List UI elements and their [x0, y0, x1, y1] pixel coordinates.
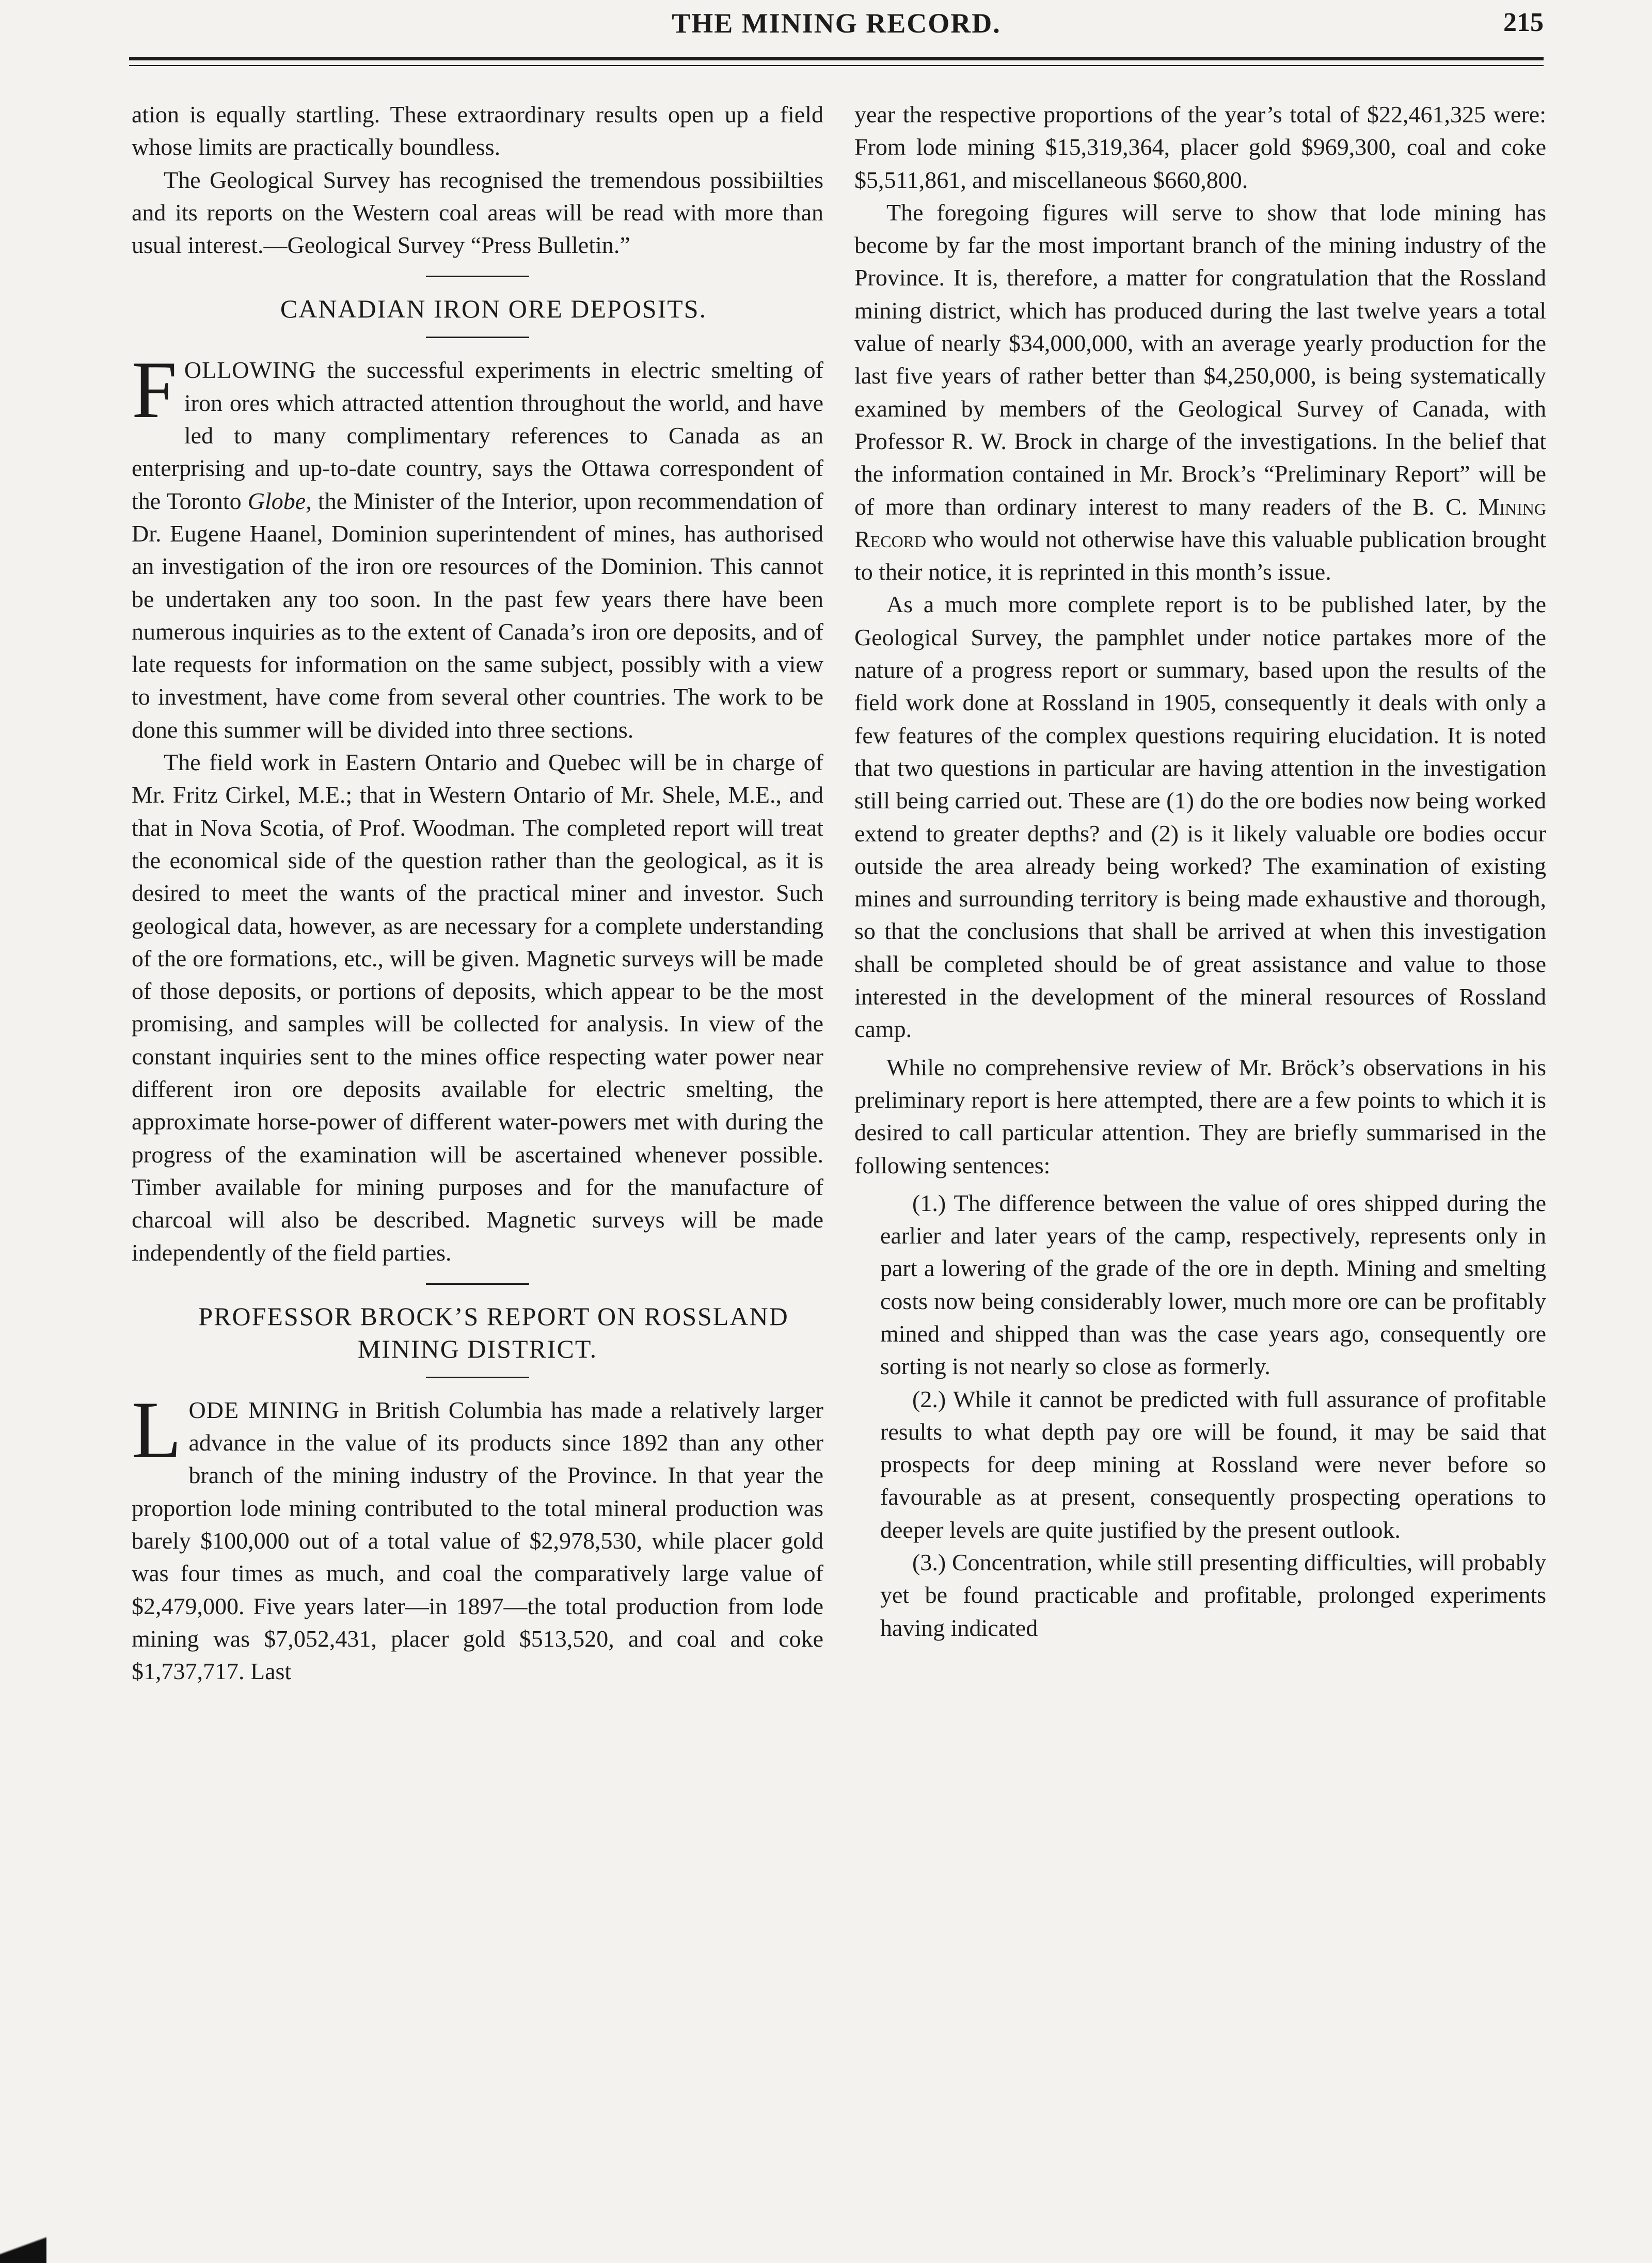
running-header — [129, 0, 1544, 49]
paragraph-text: the successful experiments in electric smelting of iron ores which attracted attention throughout the world, and have led to many complimentary references to Canada as an enterprising and up-to-date country, says the Ottawa correspondent of the Toronto — [132, 357, 823, 514]
publication-name: B. C. Mining Record — [854, 493, 1546, 552]
article-opening-paragraph — [132, 1384, 823, 1688]
paragraph: While no comprehensive review of Mr. Bröck’s observations in his preliminary report is here attempted, there are a few points to which it is desired to call particular attention. They are briefly summarised in the following sentences: — [854, 1054, 1546, 1178]
article-heading-brock-report: PROFESSOR BROCK’S REPORT ON ROSSLAND MINING DISTRICT. — [198, 1301, 789, 1363]
opening-caps: ODE MINING — [188, 1396, 340, 1423]
paragraph — [854, 196, 1546, 588]
numbered-point: (2.) While it cannot be predicted with full assurance of profitable results to what depth pay ore will be found, it may be said that prospects for deep mining at Rossland were never before so favourable as at present, consequently prospecting operations to deeper levels are quite justified by the present outlook. — [880, 1385, 1546, 1543]
header-rule-thin — [129, 65, 1544, 66]
paragraph-text: in British Columbia has made a relatively larger advance in the value of its products since 1892 than any other branch of the mining industry of the Province. In that year the proportion lode mining contributed to the total mineral production was barely $100,000 out of a total value of $2,978,530, while placer gold was four times as much, and coal the comparatively large value of $2,479,000. Five years later—in 1897—the total production from lode mining was $7,052,431, placer gold $513,520, and coal and coke $1,737,717. Last — [132, 1396, 823, 1685]
continued-paragraph: year the respective proportions of the year’s total of $22,461,325 were: From lode mining $15,319,364, placer gold $969,300, coal and coke $5,511,861, and miscellaneous $660,800. — [854, 101, 1546, 193]
continued-paragraph: ation is equally startling. These extraordinary results open up a field whose limits are practically boundless. — [132, 101, 823, 161]
page-number: 215 — [1503, 8, 1544, 37]
paragraph-text: The foregoing figures will serve to show that lode mining has become by far the most important branch of the mining industry of the Province. It is, therefore, a matter for congratulation that the Rossland mining district, which has produced during the last twelve years a total value of nearly $34,000,000, with an average yearly production for the last five years of rather better than $4,250,000, is being systematically examined by members of the Geological Survey of Canada, with Professor R. W. Brock in charge of the investigations. In the belief that the information contained in Mr. Brock’s “Preliminary Report” will be of more than ordinary interest to many readers of the — [854, 199, 1546, 520]
paragraph: The Geological Survey has recognised the tremendous possibiilties and its reports on the Western coal areas will be read with more than usual interest.—Geological Survey “Press Bulletin.” — [132, 166, 823, 259]
paragraph-text: who would not otherwise have this valuable publication brought to their notice, it is reprinted in this month’s issue. — [854, 525, 1546, 585]
paragraph: As a much more complete report is to be published later, by the Geological Survey, the pamphlet under notice partakes more of the nature of a progress report or summary, based upon the results of the field work done at Rossland in 1905, consequently it deals with only a few features of the complex questions requiring elucidation. It is noted that two questions in particular are having attention in the investigation still being carried out. These are (1) do the ore bodies now being worked extend to greater depths? and (2) is it likely valuable ore bodies occur outside the area already being worked? The examination of existing mines and surrounding territory is being made exhaustive and thorough, so that the conclusions that shall be arrived at when this investigation shall be completed should be of great assistance and value to those interested in the development of the mineral resources of Rossland camp. — [854, 591, 1546, 1043]
numbered-point: (1.) The difference between the value of ores shipped during the earlier and later years of the camp, respectively, represents only in part a lowering of the grade of the ore in depth. Mining and smelting costs now being considerably lower, much more ore can be profitably mined and shipped than was the case years ago, consequently ore sorting is not nearly so close as formerly. — [880, 1189, 1546, 1380]
left-column — [132, 98, 823, 2116]
running-title: THE MINING RECORD. — [672, 8, 1001, 39]
scan-artifact — [0, 2235, 46, 2263]
section-divider — [426, 1283, 529, 1285]
right-column — [854, 98, 1546, 2116]
paragraph-text: the Minister of the Interior, upon recommendation of Dr. Eugene Haanel, Dominion superintendent of mines, has authorised an investigation of the iron ore resources of the Dominion. This cannot be undertaken any too soon. In the past few years there have been numerous inquiries as to the extent of Canada’s iron ore deposits, and of late requests for information on the same subject, possibly with a view to investment, have come from several other countries. The work to be done this summer will be divided into three sections. — [132, 487, 823, 743]
paragraph: The field work in Eastern Ontario and Quebec will be in charge of Mr. Fritz Cirkel, M.E.; that in Western Ontario of Mr. Shele, M.E., and that in Nova Scotia, of Prof. Woodman. The completed report will treat the economical side of the question rather than the geological, as it is desired to meet the wants of the practical miner and investor. Such geological data, however, as are necessary for a complete understanding of the ore formations, etc., will be given. Magnetic surveys will be made of those deposits, or portions of deposits, which appear to be the most promising, and samples will be collected for analysis. In view of the constant inquiries sent to the mines office respecting water power near different iron ore deposits available for electric smelting, the approximate horse-power of different water-powers met with during the progress of the examination will be ascertained whenever possible. Timber available for mining purposes and for the manufacture of charcoal will also be described. Magnetic surveys will be made independently of the field parties. — [132, 749, 823, 1266]
header-rule-thick — [129, 57, 1544, 60]
drop-cap: L — [132, 1384, 182, 1475]
numbered-point: (3.) Concentration, while still presenting difficulties, will probably yet be found practicable and profitable, prolonged experiments having indicated — [880, 1549, 1546, 1641]
opening-caps: OLLOWING — [184, 357, 316, 384]
heading-underline — [426, 1377, 529, 1378]
heading-underline — [426, 337, 529, 338]
article-opening-paragraph — [132, 345, 823, 746]
drop-cap: F — [132, 345, 177, 436]
article-heading-iron-ore: CANADIAN IRON ORE DEPOSITS. — [280, 294, 707, 324]
section-divider — [426, 276, 529, 277]
newspaper-title: Globe, — [247, 487, 312, 514]
